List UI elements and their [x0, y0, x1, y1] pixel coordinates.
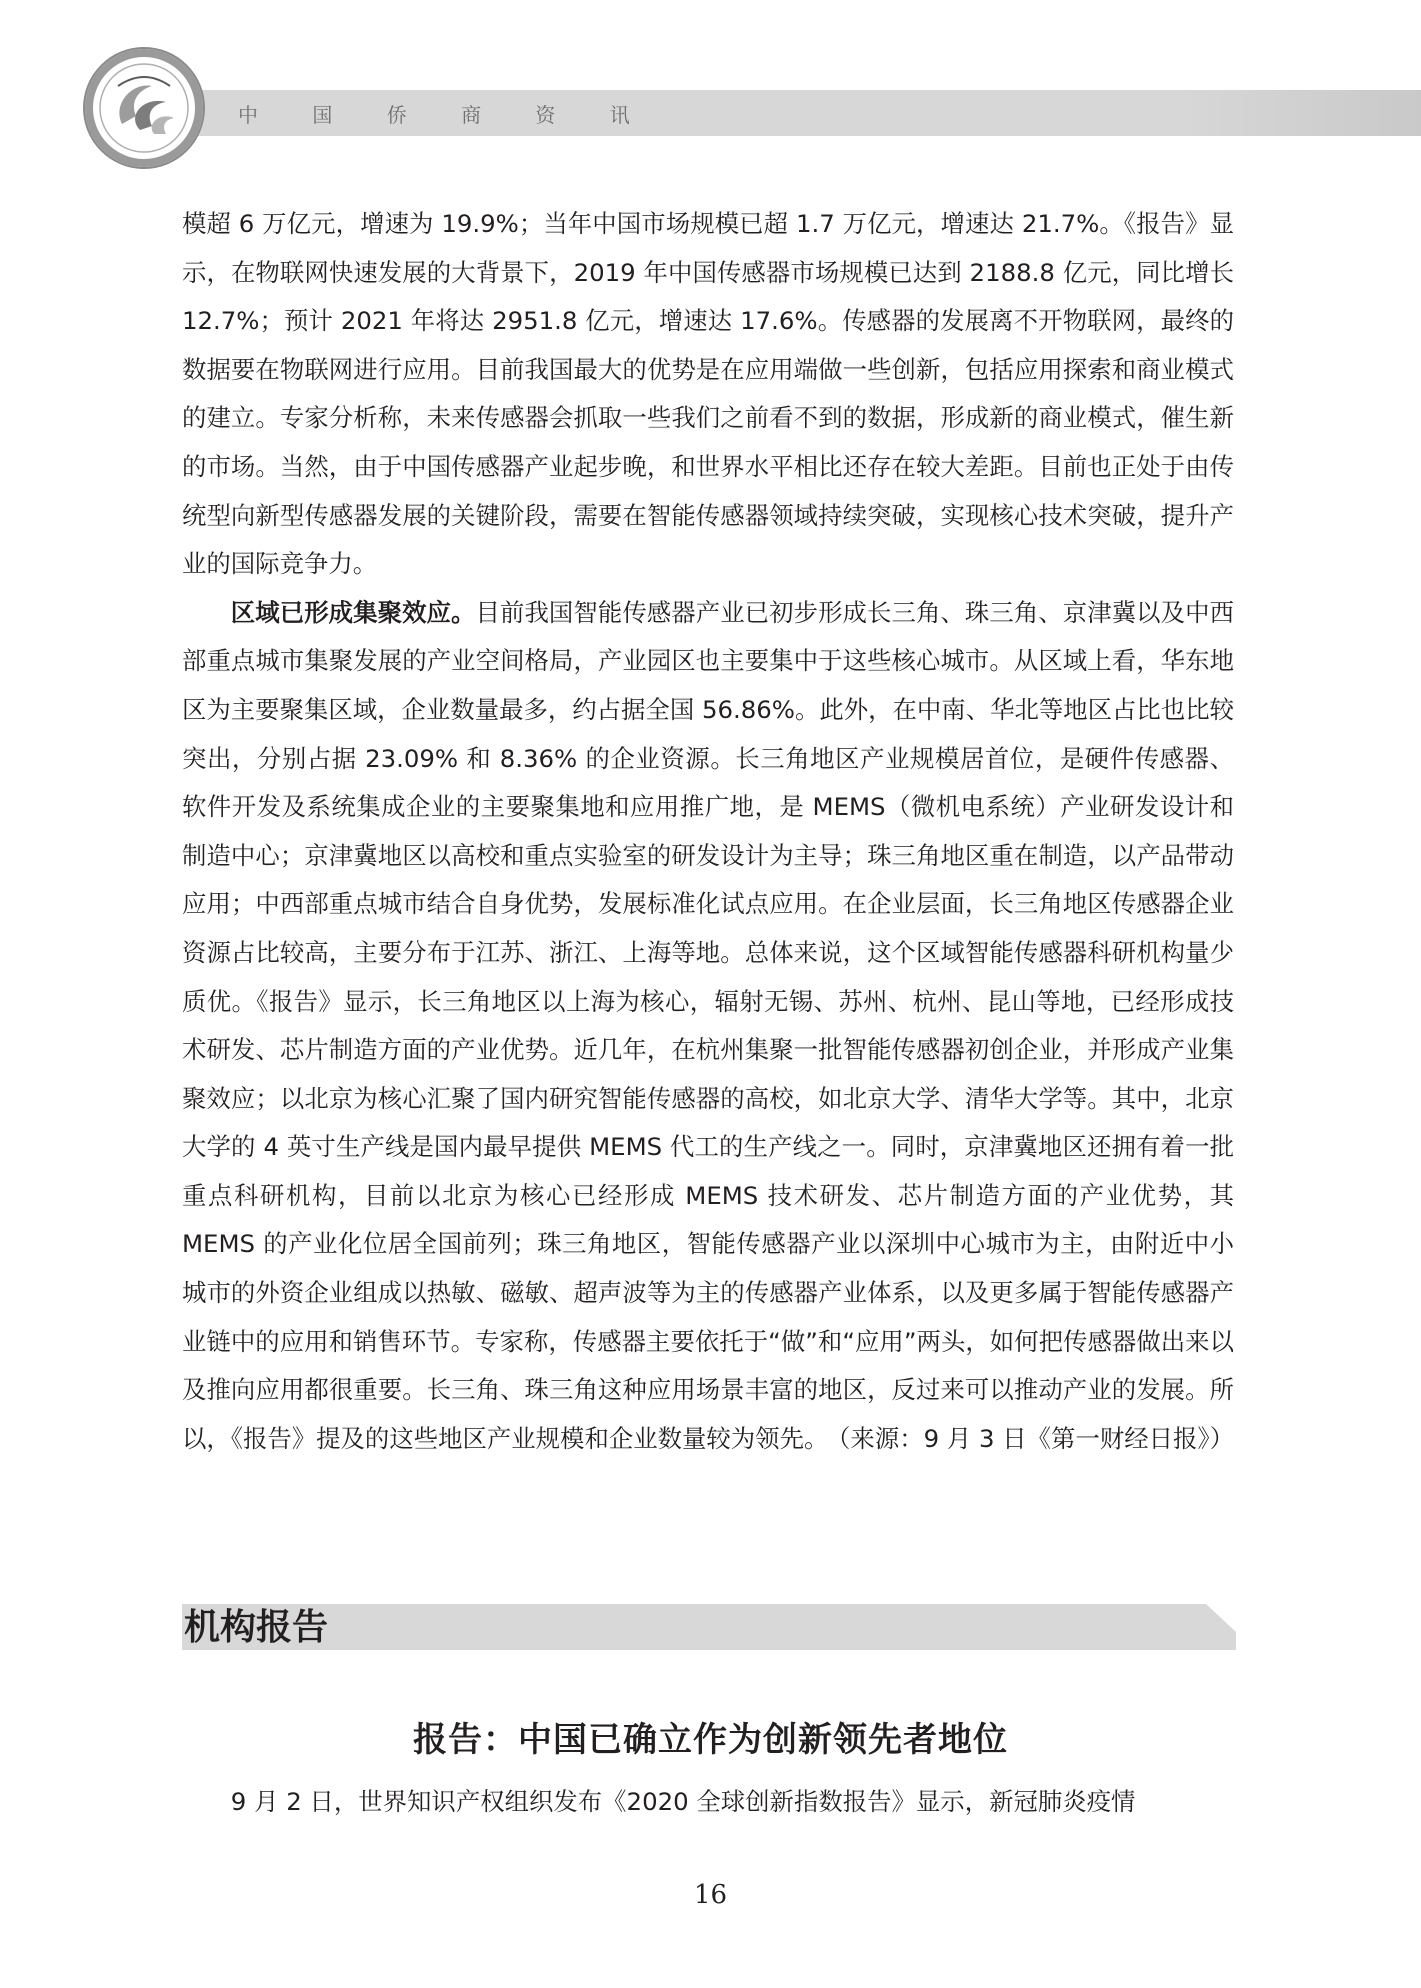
section-banner: [182, 1604, 1236, 1650]
article-lead-paragraph: 9 月 2 日，世界知识产权组织发布《2020 全球创新指数报告》显示，新冠肺炎疫情: [230, 1787, 1136, 1816]
paragraph-regional-text: 目前我国智能传感器产业已初步形成长三角、珠三角、京津冀以及中西部重点城市集聚发展的产业空间格局，产业园区也主要集中于这些核心城市。从区域上看，华东地区为主要聚集区域，企业数量最多，约占据全国 56.86%。此外，在中南、华北等地区占比也比较突出，分别占据 23.09% 和 8.36% 的企业资源。长三角地区产业规模居首位，是硬件传感器、软件开发及系统集成企业的主要聚集地和应用推广地，是 MEMS（微机电系统）产业研发设计和制造中心；京津冀地区以高校和重点实验室的研发设计为主导；珠三角地区重在制造，以产品带动应用；中西部重点城市结合自身优势，发展标准化试点应用。在企业层面，长三角地区传感器企业资源占比较高，主要分布于江苏、浙江、上海等地。总体来说，这个区域智能传感器科研机构量少质优。《报告》显示，长三角地区以上海为核心，辐射无锡、苏州、杭州、昆山等地，已经形成技术研发、芯片制造方面的产业优势。近几年，在杭州集聚一批智能传感器初创企业，并形成产业集聚效应；以北京为核心汇聚了国内研究智能传感器的高校，如北京大学、清华大学等。其中，北京大学的 4 英寸生产线是国内最早提供 MEMS 代工的生产线之一。同时，京津冀地区还拥有着一批重点科研机构，目前以北京为核心已经形成 MEMS 技术研发、芯片制造方面的产业优势，其 MEMS 的产业化位居全国前列；珠三角地区，智能传感器产业以深圳中心城市为主，由附近中小城市的外资企业组成以热敏、磁敏、超声波等为主的传感器产业体系，以及更多属于智能传感器产业链中的应用和销售环节。专家称，传感器主要依托于“做”和“应用”两头，如何把传感器做出来以及推向应用都很重要。长三角、珠三角这种应用场景丰富的地区，反过来可以推动产业的发展。所以，《报告》提及的这些地区产业规模和企业数量较为领先。: [182, 597, 1234, 1453]
page-number: 16: [693, 1880, 728, 1910]
article-body: [182, 200, 1234, 1463]
paragraph-market-size: 模超 6 万亿元，增速为 19.9%；当年中国市场规模已超 1.7 万亿元，增速达 21.7%。《报告》显示，在物联网快速发展的大背景下，2019 年中国传感器市场规模已达到 2188.8 亿元，同比增长 12.7%；预计 2021 年将达 2951.8 亿元，增速达 17.6%。传感器的发展离不开物联网，最终的数据要在物联网进行应用。目前我国最大的优势是在应用端做一些创新，包括应用探索和商业模式的建立。专家分析称，未来传感器会抓取一些我们之前看不到的数据，形成新的商业模式，催生新的市场。当然，由于中国传感器产业起步晚，和世界水平相比还存在较大差距。目前也正处于由传统型向新型传感器发展的关键阶段，需要在智能传感器领域持续突破，实现核心技术突破，提升产业的国际竞争力。: [182, 209, 1234, 579]
paragraph-lead-heading: 区域已形成集聚效应。: [230, 597, 476, 627]
article-title: 报告：中国已确立作为创新领先者地位: [413, 1720, 1008, 1760]
section-heading: 机构报告: [184, 1606, 329, 1648]
paragraph-regional-clusters: [182, 589, 1234, 1464]
source-citation: （来源：9 月 3 日《第一财经日报》）: [826, 1424, 1234, 1454]
header-band-fade: [1180, 90, 1421, 136]
publication-title: 中 国 侨 商 资 讯: [238, 103, 654, 127]
federation-logo: [82, 46, 206, 170]
